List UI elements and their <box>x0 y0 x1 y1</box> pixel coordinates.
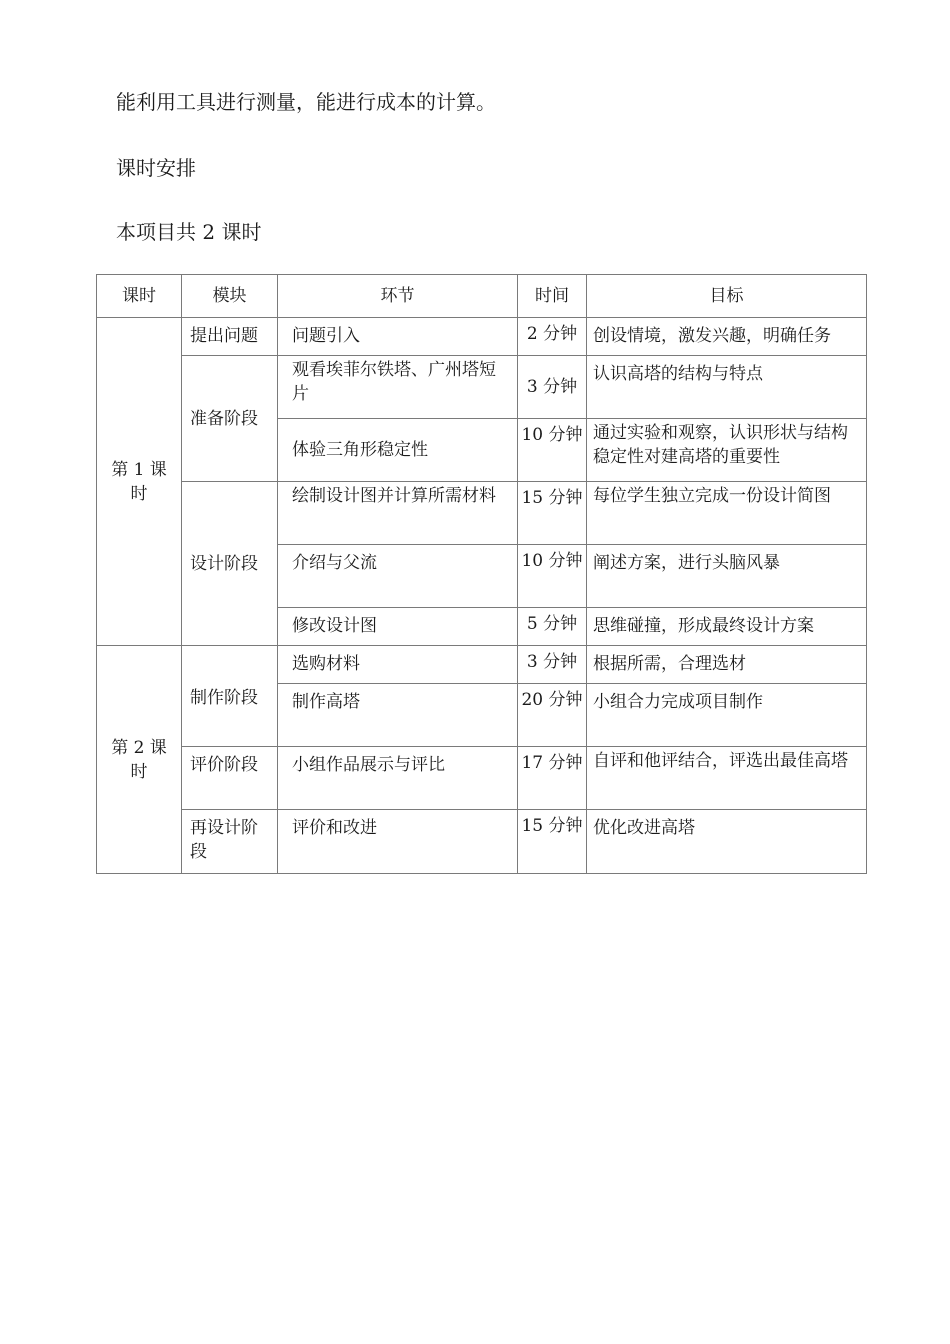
time-cell: 3 分钟 <box>518 646 587 684</box>
goal-cell: 思维碰撞，形成最终设计方案 <box>587 608 867 646</box>
table-row <box>97 318 867 356</box>
step-cell: 问题引入 <box>278 318 518 356</box>
header-module: 模块 <box>182 275 278 318</box>
time-cell: 15 分钟 <box>518 810 587 874</box>
time-cell: 10 分钟 <box>518 419 587 482</box>
module-cell: 准备阶段 <box>182 356 278 482</box>
goal-cell: 根据所需，合理选材 <box>587 646 867 684</box>
lesson-cell: 第 1 课时 <box>97 318 182 646</box>
table-row <box>97 356 867 419</box>
step-cell: 修改设计图 <box>278 608 518 646</box>
step-cell: 评价和改进 <box>278 810 518 874</box>
header-lesson: 课时 <box>97 275 182 318</box>
section-heading: 课时安排 <box>116 156 196 180</box>
goal-cell: 小组合力完成项目制作 <box>587 684 867 747</box>
table-row <box>97 646 867 684</box>
lesson-cell: 第 2 课时 <box>97 646 182 874</box>
goal-cell: 优化改进高塔 <box>587 810 867 874</box>
module-cell: 提出问题 <box>182 318 278 356</box>
goal-cell: 通过实验和观察，认识形状与结构稳定性对建高塔的重要性 <box>587 419 867 482</box>
time-cell: 3 分钟 <box>518 356 587 419</box>
module-cell: 设计阶段 <box>182 482 278 646</box>
time-cell: 5 分钟 <box>518 608 587 646</box>
lesson-count-text: 本项目共 2 课时 <box>116 220 262 244</box>
step-cell: 体验三角形稳定性 <box>278 419 518 482</box>
time-cell: 2 分钟 <box>518 318 587 356</box>
step-cell: 观看埃菲尔铁塔、广州塔短片 <box>278 356 518 419</box>
header-goal: 目标 <box>587 275 867 318</box>
goal-cell: 每位学生独立完成一份设计简图 <box>587 482 867 545</box>
time-cell: 20 分钟 <box>518 684 587 747</box>
table-row <box>97 747 867 810</box>
goal-cell <box>587 318 867 356</box>
time-cell: 10 分钟 <box>518 545 587 608</box>
goal-text: 创设情境，激发兴趣，明确任务 <box>593 326 831 346</box>
table-row <box>97 810 867 874</box>
time-cell: 17 分钟 <box>518 747 587 810</box>
step-cell: 小组作品展示与评比 <box>278 747 518 810</box>
table-row <box>97 482 867 545</box>
goal-cell: 阐述方案，进行头脑风暴 <box>587 545 867 608</box>
intro-paragraph: 能利用工具进行测量，能进行成本的计算。 <box>116 90 496 114</box>
step-cell: 介绍与父流 <box>278 545 518 608</box>
header-time: 时间 <box>518 275 587 318</box>
schedule-table <box>96 274 867 874</box>
time-cell: 15 分钟 <box>518 482 587 545</box>
module-cell: 评价阶段 <box>182 747 278 810</box>
step-cell: 绘制设计图并计算所需材料 <box>278 482 518 545</box>
table-header-row <box>97 275 867 318</box>
step-cell: 制作高塔 <box>278 684 518 747</box>
goal-cell: 自评和他评结合，评选出最佳高塔 <box>587 747 867 810</box>
step-cell: 选购材料 <box>278 646 518 684</box>
header-step: 环节 <box>278 275 518 318</box>
module-cell: 再设计阶段 <box>182 810 278 874</box>
goal-cell: 认识高塔的结构与特点 <box>587 356 867 419</box>
module-cell: 制作阶段 <box>182 646 278 747</box>
